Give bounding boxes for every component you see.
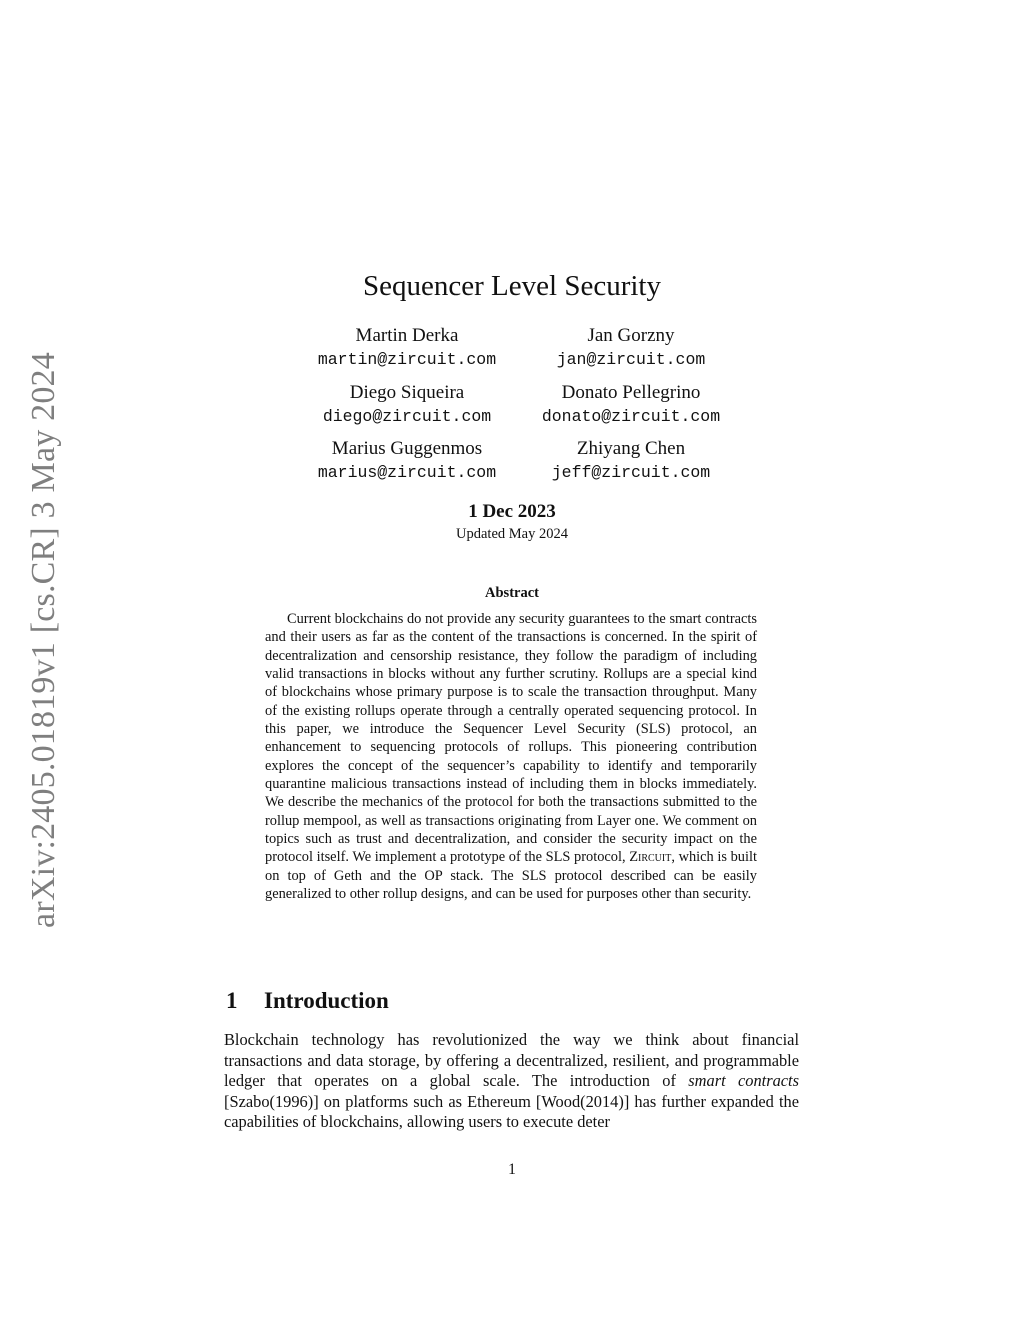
author-email: jeff@zircuit.com bbox=[551, 463, 711, 482]
abstract-text-part: , which is built on top of Geth and the OP stack. The SLS protocol described can be easily generalized to other rollup designs, and can be used for purposes other than security. bbox=[265, 849, 757, 903]
author-email: diego@zircuit.com bbox=[322, 407, 492, 426]
publication-date: 1 Dec 2023 bbox=[468, 501, 556, 522]
arxiv-identifier-text: arXiv:2405.01819v1 [cs.CR] 3 May 2024 bbox=[25, 352, 62, 928]
section-title: Introduction bbox=[264, 988, 389, 1013]
paper-title: Sequencer Level Security bbox=[363, 270, 661, 302]
abstract-text bbox=[265, 610, 757, 904]
author-name: Diego Siqueira bbox=[349, 382, 465, 403]
paragraph-text: [Szabo(1996)] on platforms such as Ethereum [Wood(2014)] has further expanded the capabilities of blockchains, allowing users to execute deter bbox=[224, 1091, 799, 1132]
system-name: Zircuit bbox=[629, 849, 672, 866]
author-block bbox=[277, 324, 537, 372]
abstract-text-part: Current blockchains do not provide any security guarantees to the smart contracts and their users as far as the content of the transactions is concerned. In the spirit of decentralization and censorship resistance, they follow the paradigm of including valid transactions in blocks without any further scrutiny. Rollups are a special kind of blockchains whose primary purpose is to scale the transaction throughput. Many of the existing rollups operate through a centrally operated sequencing protocol. In this paper, we introduce the Sequencer Level Security (SLS) protocol, an enhancement to sequencing protocols of rollups. This pioneering contribution explores the concept of the sequencer’s capability to identify and temporarily quarantine malicious transactions instead of including them in blocks immediately. We describe the mechanics of the protocol for both the transactions submitted to the rollup mempool, as well as transactions originating from Layer one. We comment on topics such as trust and decentralization, and consider the security impact on the protocol itself. We implement a prototype of the SLS protocol, bbox=[265, 611, 757, 866]
section-number: 1 bbox=[226, 988, 238, 1013]
updated-date: Updated May 2024 bbox=[456, 526, 568, 542]
author-email: martin@zircuit.com bbox=[317, 350, 497, 369]
author-email: donato@zircuit.com bbox=[541, 407, 721, 426]
author-email: jan@zircuit.com bbox=[556, 350, 706, 369]
introduction-paragraph bbox=[224, 1030, 799, 1133]
author-name: Jan Gorzny bbox=[587, 325, 675, 346]
page-number: 1 bbox=[508, 1161, 516, 1178]
author-name: Donato Pellegrino bbox=[561, 382, 701, 403]
paragraph-text: Blockchain technology has revolutionized the way we think about financial transactions and data storage, by offering a decentralized, resilient, and programmable ledger that operates on a global scale. The introduction of bbox=[224, 1030, 799, 1091]
author-block bbox=[501, 437, 761, 485]
author-block bbox=[277, 437, 537, 485]
emphasized-term: smart contracts bbox=[688, 1071, 799, 1091]
abstract-heading: Abstract bbox=[485, 585, 539, 601]
author-name: Zhiyang Chen bbox=[576, 438, 686, 459]
author-block bbox=[501, 381, 761, 429]
author-email: marius@zircuit.com bbox=[317, 463, 497, 482]
section-heading bbox=[226, 986, 389, 1016]
author-name: Marius Guggenmos bbox=[331, 438, 483, 459]
author-name: Martin Derka bbox=[355, 325, 459, 346]
author-block bbox=[501, 324, 761, 372]
author-block bbox=[277, 381, 537, 429]
